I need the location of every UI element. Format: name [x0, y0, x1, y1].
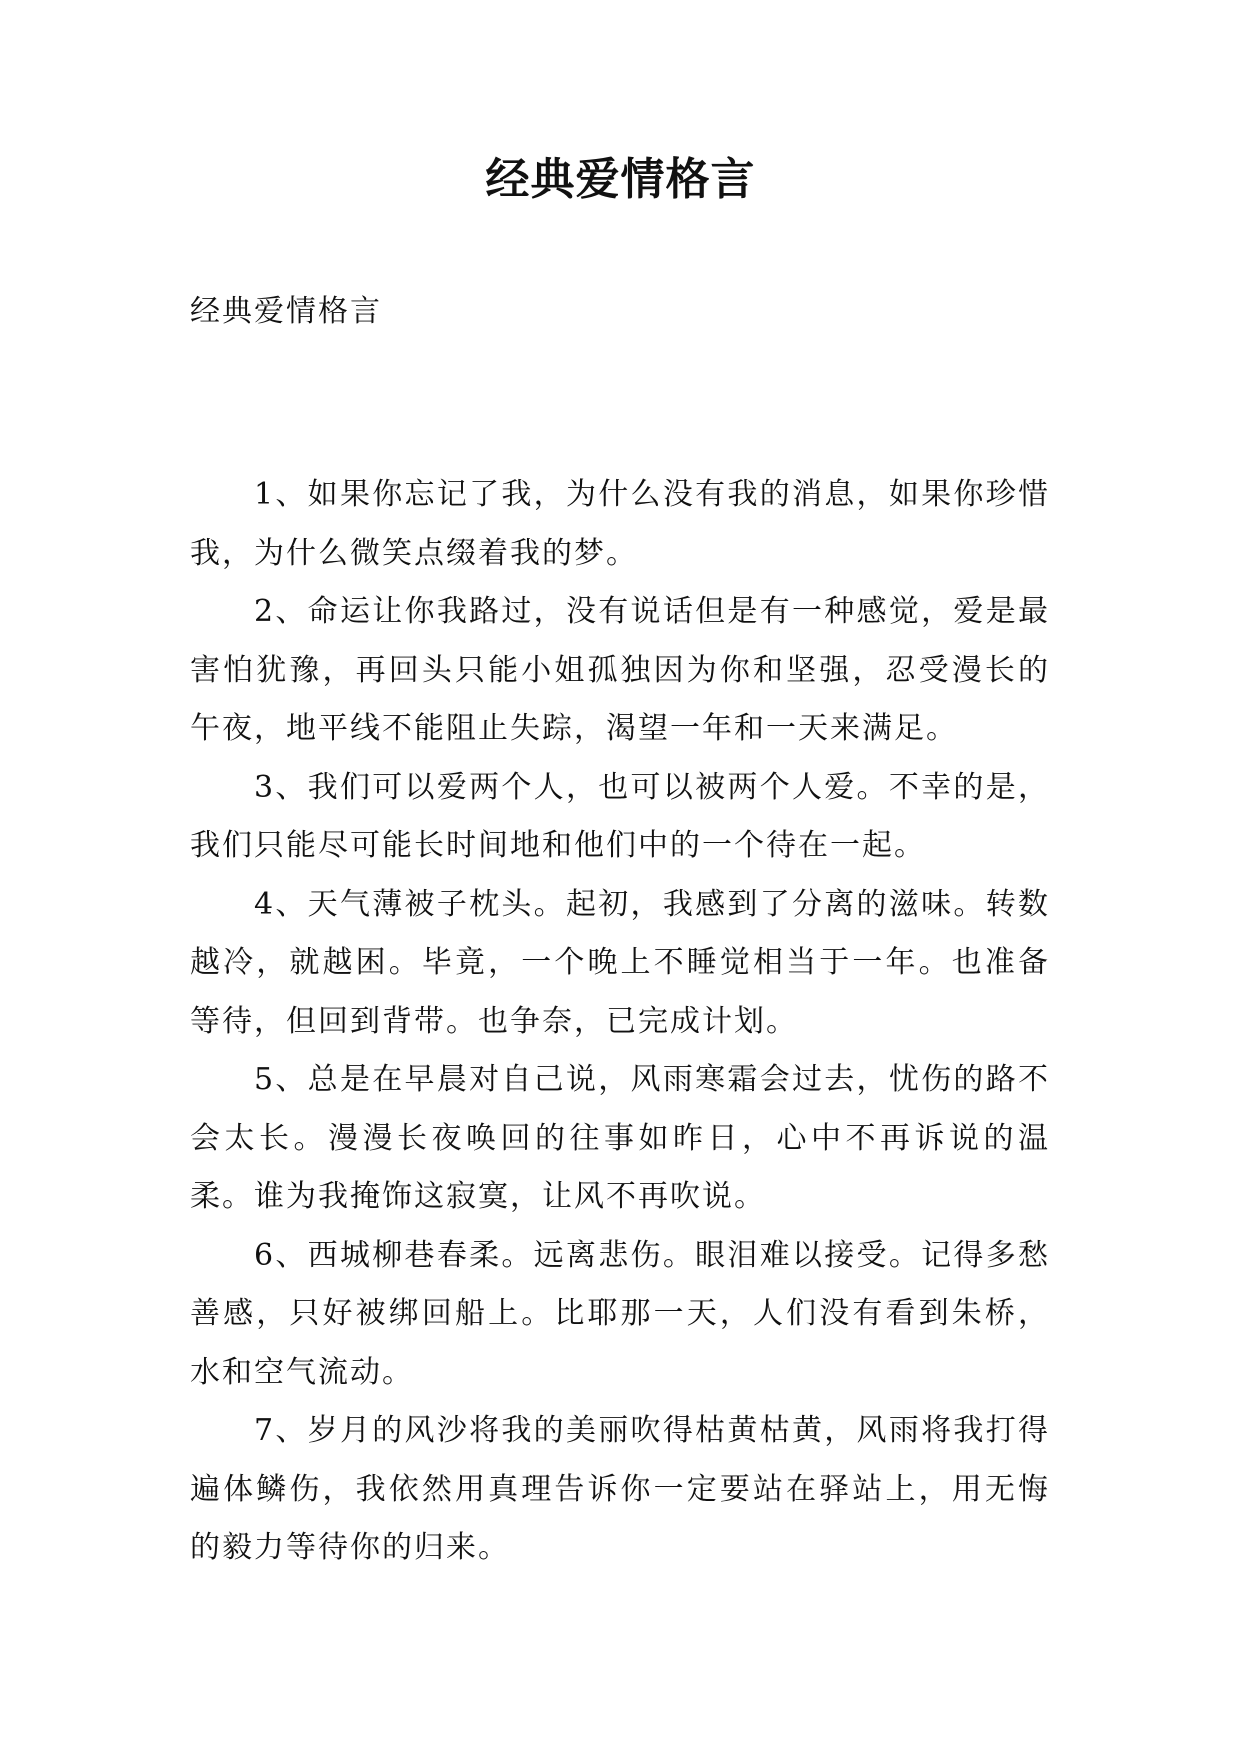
quote-paragraph-6: 6、西城柳巷春柔。远离悲伤。眼泪难以接受。记得多愁善感，只好被绑回船上。比耶那一天，人们没有看到朱桥，水和空气流动。	[190, 1237, 1050, 1390]
quote-list	[190, 466, 1050, 1578]
quote-paragraph-1: 1、如果你忘记了我，为什么没有我的消息，如果你珍惜我，为什么微笑点缀着我的梦。	[190, 477, 1050, 571]
quote-paragraph-2: 2、命运让你我路过，没有说话但是有一种感觉，爱是最害怕犹豫，再回头只能小姐孤独因为你和坚强，忍受漫长的午夜，地平线不能阻止失踪，渴望一年和一天来满足。	[190, 594, 1050, 746]
document-subtitle: 经典爱情格言	[190, 294, 382, 329]
quote-paragraph-3: 3、我们可以爱两个人，也可以被两个人爱。不幸的是，我们只能尽可能长时间地和他们中的一个待在一起。	[190, 769, 1050, 863]
document-title: 经典爱情格言	[485, 154, 756, 205]
quote-paragraph-7: 7、岁月的风沙将我的美丽吹得枯黄枯黄，风雨将我打得遍体鳞伤，我依然用真理告诉你一定要站在驿站上，用无悔的毅力等待你的归来。	[190, 1413, 1050, 1565]
quote-paragraph-4: 4、天气薄被子枕头。起初，我感到了分离的滋味。转数越冷，就越困。毕竟，一个晚上不睡觉相当于一年。也准备等待，但回到背带。也争奈，已完成计划。	[190, 886, 1050, 1039]
quote-paragraph-5: 5、总是在早晨对自己说，风雨寒霜会过去，忧伤的路不会太长。漫漫长夜唤回的往事如昨日，心中不再诉说的温柔。谁为我掩饰这寂寞，让风不再吹说。	[190, 1062, 1050, 1214]
